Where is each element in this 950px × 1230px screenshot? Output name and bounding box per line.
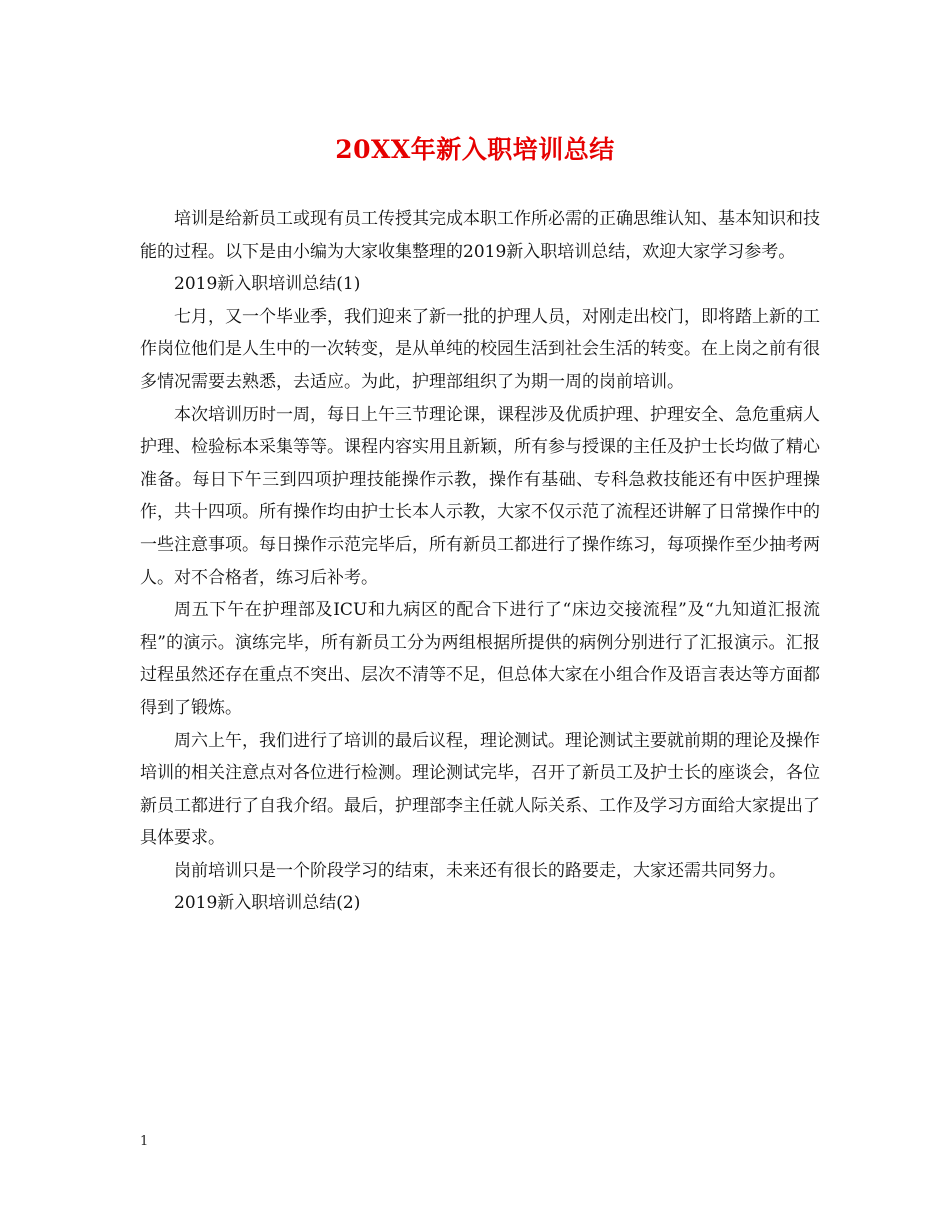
body-paragraph: 岗前培训只是一个阶段学习的结束，未来还有很长的路要走，大家还需共同努力。 (174, 860, 786, 881)
body-paragraph: 本次培训历时一周，每日上午三节理论课，课程涉及优质护理、护理安全、急危重病人护理、检验标本采集等等。课程内容实用且新颖，所有参与授课的主任及护士长均做了精心准备。每日下午三到四项护理技能操作示教，操作有基础、专科急救技能还有中医护理操作，共十四项。所有操作均由护士长本人示教，大家不仅示范了流程还讲解了日常操作中的一些注意事项。每日操作示范完毕后，所有新员工都进行了操作练习，每项操作至少抽考两人。对不合格者，练习后补考。 (140, 404, 820, 588)
body-paragraph: 周六上午，我们进行了培训的最后议程，理论测试。理论测试主要就前期的理论及操作培训的相关注意点对各位进行检测。理论测试完毕，召开了新员工及护士长的座谈会，各位新员工都进行了自我介绍。最后，护理部李主任就人际关系、工作及学习方面给大家提出了具体要求。 (140, 730, 820, 849)
page-number: 1 (140, 1134, 149, 1149)
body-paragraph: 七月，又一个毕业季，我们迎来了新一批的护理人员，对刚走出校门，即将踏上新的工作岗位他们是人生中的一次转变，是从单纯的校园生活到社会生活的转变。在上岗之前有很多情况需要去熟悉，去适应。为此，护理部组织了为期一周的岗前培训。 (140, 306, 820, 392)
document-body (140, 203, 820, 920)
intro-paragraph: 培训是给新员工或现有员工传授其完成本职工作所必需的正确思维认知、基本知识和技能的过程。以下是由小编为大家收集整理的2019新入职培训总结，欢迎大家学习参考。 (140, 209, 820, 262)
section-heading-1: 2019新入职培训总结(1) (174, 274, 361, 295)
body-paragraph: 周五下午在护理部及ICU和九病区的配合下进行了“床边交接流程”及“九知道汇报流程”的演示。演练完毕，所有新员工分为两组根据所提供的病例分别进行了汇报演示。汇报过程虽然还存在重点不突出、层次不清等不足，但总体大家在小组合作及语言表达等方面都得到了锻炼。 (140, 600, 820, 718)
section-heading-2: 2019新入职培训总结(2) (174, 893, 361, 914)
document-title: 20XX年新入职培训总结 (335, 135, 615, 164)
